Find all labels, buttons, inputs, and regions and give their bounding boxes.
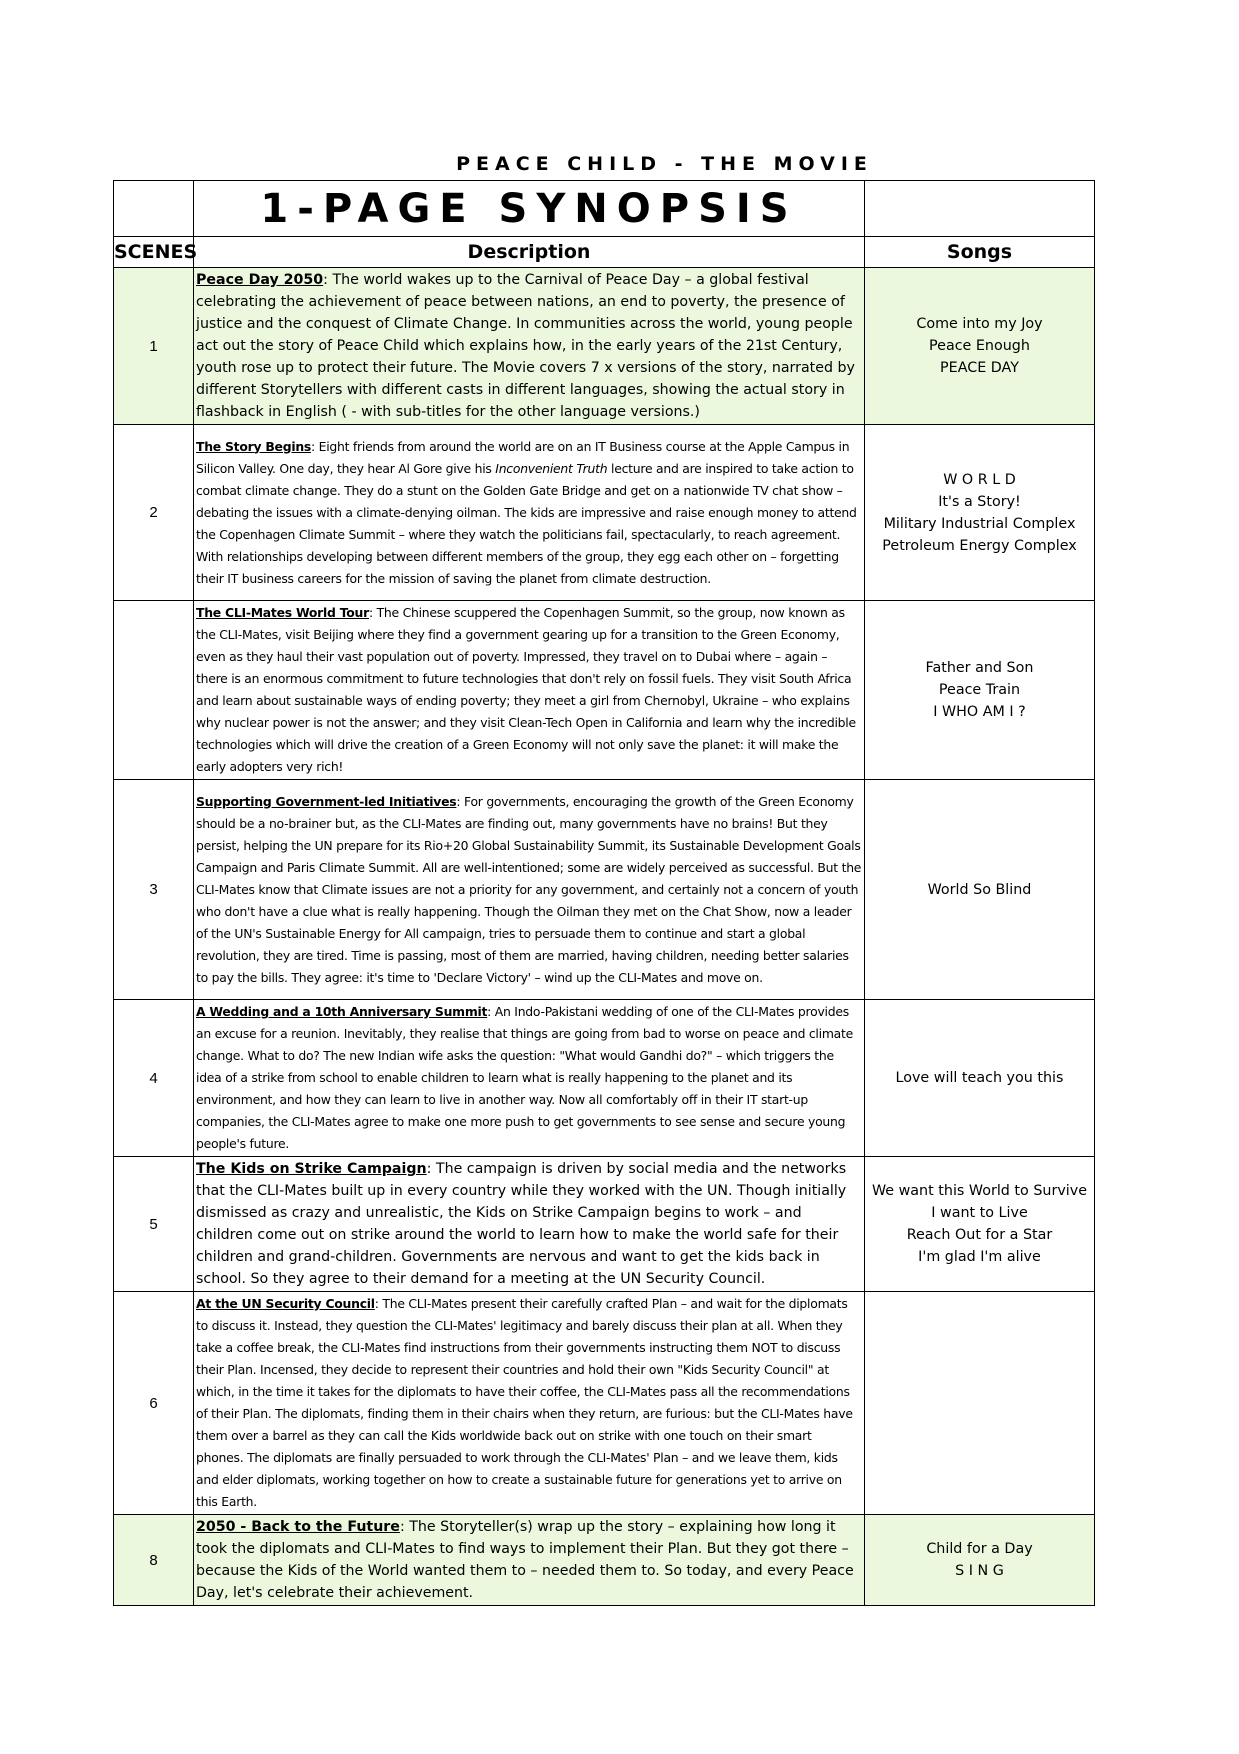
title-row: [114, 181, 1095, 237]
song-title: Come into my Joy: [916, 316, 1043, 332]
scene-songs: [865, 1157, 1095, 1292]
table-row: [114, 1157, 1095, 1292]
table-row: [114, 1292, 1095, 1515]
scene-description: [194, 1292, 865, 1515]
scene-songs: [865, 268, 1095, 425]
scene-text: : For governments, encouraging the growth of the Green Economy should be a no-brainer but, as the CLI-Mates are finding out, many governments have no brains! But they persist, helping the UN prepare for its Rio+20 Global Sustainability Summit, its Sustainable Development Goals Campaign and Paris Climate Summit. All are well-intentioned; some are widely perceived as successful. But the CLI-Mates know that Climate issues are not a priority for any government, and certainly not a concern of youth who don't have a clue what is really happening. Though the Oilman they met on the Chat Show, now a leader of the UN's Sustainable Energy for All campaign, tries to persuade them to continue and start a global revolution, they are tired. Time is passing, most of them are married, having children, needing better salaries to pay the bills. They agree: it's time to 'Declare Victory' – wind up the CLI-Mates and move on.: [196, 793, 862, 985]
scene-description: [194, 1157, 865, 1292]
song-title: Peace Enough: [929, 338, 1030, 354]
table-row: [114, 1515, 1095, 1606]
scene-songs: [865, 1292, 1095, 1515]
song-title: It's a Story!: [938, 493, 1021, 510]
scene-description: [194, 425, 865, 601]
scene-description: [194, 1515, 865, 1606]
scene-number: 1: [114, 268, 194, 425]
scene-text: : An Indo-Pakistani wedding of one of the CLI-Mates provides an excuse for a reunion. Inevitably, they realise that things are going from bad to worse on peace and climate change. What to do? The new Indian wife asks the question: "What would Gandhi do?" – which triggers the idea of a strike from school to enable children to learn what is really happening to the planet and its environment, and how they can learn to live in another way. Now all comfortably off in their IT start-up companies, the CLI-Mates agree to make one more push to get governments to see sense and secure young people's future.: [196, 1004, 853, 1151]
scene-number: 2: [114, 425, 194, 601]
scene-songs: [865, 601, 1095, 780]
scene-songs: [865, 1000, 1095, 1157]
song-title: Military Industrial Complex: [883, 515, 1076, 532]
scene-text: : The campaign is driven by social media and the networks that the CLI-Mates built up in every country while they worked with the UN. Though initially dismissed as crazy and unrealistic, the Kids on Strike Campaign begins to work – and children come out on strike around the world to learn how to make the world safe for their children and grand-children. Governments are nervous and want to get the kids back in school. So they agree to their demand for a meeting at the UN Security Council.: [196, 1161, 847, 1287]
table-row: [114, 268, 1095, 425]
top-title-text: PEACE CHILD - THE MOVIE: [456, 153, 873, 175]
scene-description: [194, 268, 865, 425]
scene-number: 3: [114, 780, 194, 1000]
song-title: Father and Son: [925, 660, 1034, 676]
scene-heading: Peace Day 2050: [196, 272, 324, 288]
song-title: Child for a Day: [926, 1541, 1033, 1557]
scene-number: [114, 601, 194, 780]
song-title: Peace Train: [938, 682, 1021, 698]
scene-description: [194, 1000, 865, 1157]
scene-songs: [865, 780, 1095, 1000]
synopsis-table: [113, 180, 1095, 1606]
song-title: Petroleum Energy Complex: [882, 537, 1077, 554]
table-row: [114, 601, 1095, 780]
scene-heading: A Wedding and a 10th Anniversary Summit: [196, 1004, 488, 1019]
scene-heading: At the UN Security Council: [196, 1296, 375, 1311]
column-header-scenes: SCENES: [114, 237, 194, 268]
song-title: I'm glad I'm alive: [918, 1249, 1041, 1265]
song-title: PEACE DAY: [940, 360, 1019, 376]
song-title: World So Blind: [927, 881, 1032, 898]
table-row: [114, 425, 1095, 601]
title-row-blank-right: [865, 181, 1095, 237]
column-header-description: Description: [194, 237, 865, 268]
scene-text: : The world wakes up to the Carnival of Peace Day – a global festival celebrating the achievement of peace between nations, an end to poverty, the presence of justice and the conquest of Climate Change. In communities across the world, young people act out the story of Peace Child which explains how, in the early years of the 21st Century, youth rose up to protect their future. The Movie covers 7 x versions of the story, narrated by different Storytellers with different casts in different languages, showing the actual story in flashback in English ( - with sub-titles for the other language versions.): [196, 272, 855, 420]
scene-description: [194, 780, 865, 1000]
song-title: We want this World to Survive: [871, 1183, 1088, 1199]
scene-text: : Eight friends from around the world are on an IT Business course at the Apple Campus in Silicon Valley. One day, they hear Al Gore give his: [196, 438, 850, 476]
scene-heading: 2050 - Back to the Future: [196, 1519, 400, 1535]
song-title: W O R L D: [943, 471, 1016, 488]
scene-number: 4: [114, 1000, 194, 1157]
scene-text: lecture and are inspired to take action to combat climate change. They do a stunt on the Golden Gate Bridge and get on a nationwide TV chat show – debating the issues with a climate-denying oilman. The kids are impressive and raise enough money to attend the Copenhagen Climate Summit – where they watch the politicians fail, spectacularly, to reach agreement. With relationships developing between different members of the group, they egg each other on – forgetting their IT business careers for the mission of saving the planet from climate destruction.: [196, 460, 857, 586]
scene-text: : The Storyteller(s) wrap up the story – explaining how long it took the diplomats and CLI-Mates to find ways to implement their Plan. But they got there – because the Kids of the World wanted them to – needed them to. So today, and every Peace Day, let's celebrate their achievement.: [196, 1519, 854, 1601]
scene-text: : The CLI-Mates present their carefully crafted Plan – and wait for the diplomats to discuss it. Instead, they question the CLI-Mates' legitimacy and barely discuss their plan at all. When they take a coffee break, the CLI-Mates find instructions from their governments instructing them NOT to discuss their Plan. Incensed, they decide to represent their countries and hold their own "Kids Security Council" at which, in the time it takes for the diplomats to have their coffee, the CLI-Mates pass all the recommendations of their Plan. The diplomats, finding them in their chairs when they return, are furious: but the CLI-Mates have them over a barrel as they can call the Kids worldwide back out on strike with one touch on their smart phones. The diplomats are finally persuaded to work through the CLI-Mates' Plan – and we leave them, kids and elder diplomats, working together on how to create a sustainable future for generations yet to arrive on this Earth.: [196, 1296, 853, 1509]
scene-number: 6: [114, 1292, 194, 1515]
song-title: Reach Out for a Star: [906, 1227, 1053, 1243]
title-row-blank-left: [114, 181, 194, 237]
table-row: [114, 1000, 1095, 1157]
scene-text-italic: Inconvenient Truth: [495, 460, 608, 476]
table-row: [114, 780, 1095, 1000]
scene-text: : The Chinese scuppered the Copenhagen Summit, so the group, now known as the CLI-Mates, visit Beijing where they find a government gearing up for a transition to the Green Economy, even as they haul their vast population out of poverty. Impressed, they travel on to Dubai where – again – there is an enormous commitment to future technologies that don't rely on fossil fuels. They visit South Africa and learn about sustainable ways of ending poverty; they meet a girl from Chernobyl, Ukraine – who explains why nuclear power is not the answer; and they visit Clean-Tech Open in California and learn why the incredible technologies which will drive the creation of a Green Economy will not only save the planet: it will make the early adopters very rich!: [196, 605, 856, 774]
document-top-title: [0, 153, 1239, 175]
scene-number: 5: [114, 1157, 194, 1292]
scene-heading: The CLI-Mates World Tour: [196, 605, 369, 620]
song-title: I want to Live: [931, 1205, 1028, 1221]
main-title: 1-PAGE SYNOPSIS: [194, 181, 865, 237]
scene-heading: Supporting Government-led Initiatives: [196, 793, 457, 809]
scene-heading: The Story Begins: [196, 438, 312, 454]
song-title: Love will teach you this: [895, 1070, 1064, 1086]
scene-songs: [865, 425, 1095, 601]
scene-songs: [865, 1515, 1095, 1606]
song-title: S I N G: [955, 1563, 1004, 1579]
column-header-songs: Songs: [865, 237, 1095, 268]
column-header-row: [114, 237, 1095, 268]
scene-heading: The Kids on Strike Campaign: [196, 1161, 427, 1177]
scene-description: [194, 601, 865, 780]
song-title: I WHO AM I ?: [933, 704, 1026, 720]
scene-number: 8: [114, 1515, 194, 1606]
